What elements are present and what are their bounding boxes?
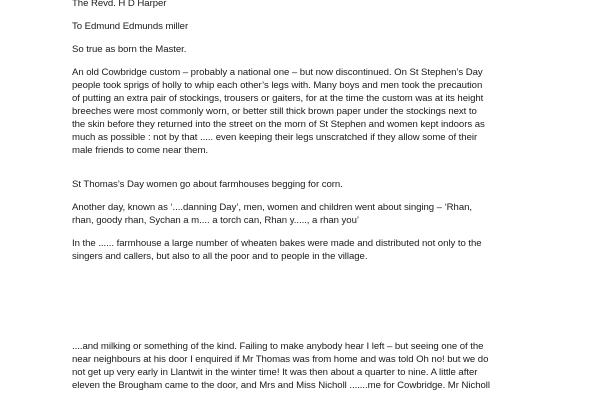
paragraph-line: Another day, known as ‘....danning Day’, men, women and children went about singing – ‘Rhan, [72, 202, 473, 213]
paragraph-line: male friends to come near them. [72, 145, 209, 156]
paragraph-llantwit-visit [72, 340, 490, 392]
paragraph-danning-day [72, 201, 472, 227]
paragraph-st-thomas-day: St Thomas’s Day women go about farmhouses begging for corn. [72, 179, 343, 190]
salutation-line: So true as born the Master. [72, 44, 187, 55]
paragraph-line: the skin before they returned into the street on the morn of St Stephen and women kept indoors as [72, 119, 485, 130]
paragraph-line: breeches were most commonly worn, or better still thick brown paper under the stockings next to [72, 106, 477, 117]
paragraph-line: near neighbours at his door I enquired if Mr Thomas was from home and was told Oh no! but we do [72, 354, 489, 365]
addressee-line: The Revd. H D Harper [72, 0, 167, 9]
paragraph-line: singers and callers, but also to all the poor and to people in the village. [72, 251, 368, 262]
paragraph-line: of putting an extra pair of stockings, trousers or gaiters, for at the time the custom was at its height [72, 93, 484, 104]
paragraph-line: eleven the Brougham came to the door, and Mrs and Miss Nicholl .......me for Cowbridge. Mr Nicholl [72, 380, 490, 391]
paragraph-line: people took sprigs of holly to whip each other’s legs with. Many boys and men took the precaution [72, 80, 483, 91]
paragraph-line: An old Cowbridge custom – probably a national one – but now discontinued. On St Stephen’s Day [72, 67, 483, 78]
paragraph-cowbridge-custom [72, 66, 485, 157]
paragraph-farmhouse-bakes [72, 237, 482, 263]
paragraph-line: ....and milking or something of the kind. Failing to make anybody hear I left – but seeing one of the [72, 341, 484, 352]
paragraph-line: In the ...... farmhouse a large number of wheaten bakes were made and distributed not only to the [72, 238, 482, 249]
paragraph-line: rhan, goody rhan, Sychan a m.... a torch can, Rhan y....., a rhan you’ [72, 215, 359, 226]
recipient-line: To Edmund Edmunds miller [72, 21, 189, 32]
paragraph-line: not get up very early in Llantwit in the winter time! It was then about a quarter to nine. A little after [72, 367, 478, 378]
paragraph-line: much as possible : not by that ..... even keeping their legs unscratched if they allow some of their [72, 132, 478, 143]
